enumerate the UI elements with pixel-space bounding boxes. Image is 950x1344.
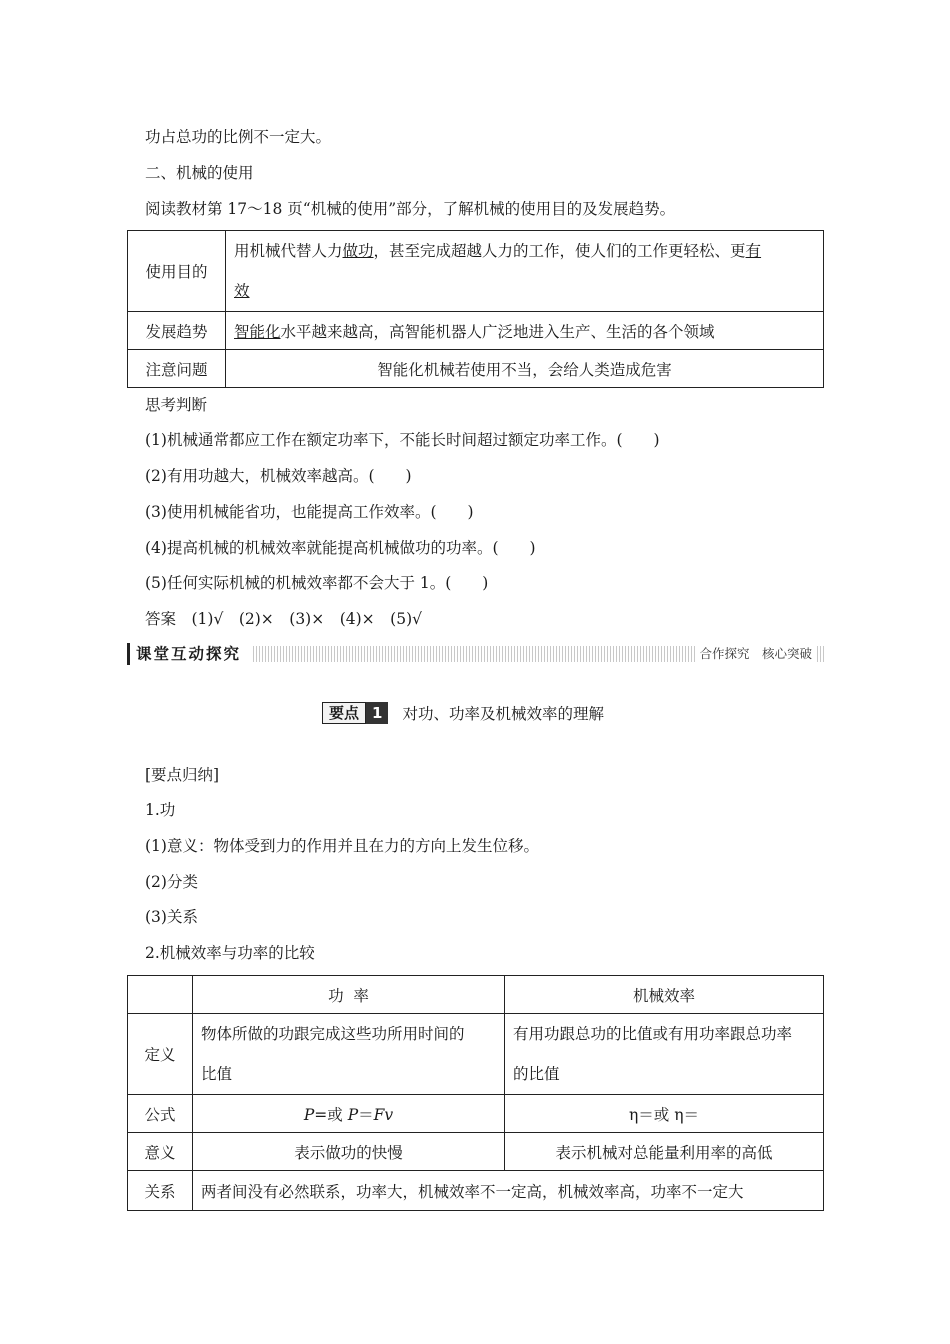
key-point-number: 1	[366, 702, 388, 724]
underlined-answer: 有	[745, 242, 762, 260]
table-row	[128, 1133, 824, 1171]
row-label: 使用目的	[128, 231, 226, 312]
table-row	[128, 1014, 824, 1095]
table-row	[128, 231, 824, 312]
judgement-item: (1)机械通常都应工作在额定功率下，不能长时间超过额定功率工作。( )	[145, 431, 660, 449]
table-header-row	[128, 976, 824, 1014]
header-cell: 功 率	[193, 976, 505, 1014]
header-cell	[128, 976, 193, 1014]
row-content: 智能化机械若使用不当，会给人类造成危害	[226, 350, 824, 388]
row-label: 意义	[128, 1133, 193, 1171]
underlined-answer: 智能化	[234, 322, 281, 341]
table-row	[128, 1095, 824, 1133]
work-item: (2)分类	[145, 873, 198, 891]
cell-relation: 两者间没有必然联系，功率大，机械效率不一定高，机械效率高，功率不一定大	[193, 1171, 824, 1211]
reading-instruction: 阅读教材第 17～18 页“机械的使用”部分，了解机械的使用目的及发展趋势。	[145, 200, 676, 218]
underlined-answer: 效	[234, 282, 250, 300]
cell-efficiency-formula: η＝或 η＝	[505, 1095, 824, 1133]
banner-title: 课堂互动探究	[127, 643, 241, 665]
header-cell: 机械效率	[505, 976, 824, 1014]
cell-efficiency-definition: 有用功跟总功的比值或有用功率跟总功率 的比值	[505, 1014, 824, 1095]
judgement-item: (4)提高机械的机械效率就能提高机械做功的功率。( )	[145, 539, 536, 557]
cell-power-meaning: 表示做功的快慢	[193, 1133, 505, 1171]
think-heading: 思考判断	[145, 396, 208, 414]
work-heading: 1.功	[145, 801, 176, 819]
row-label: 关系	[128, 1171, 193, 1211]
row-label: 注意问题	[128, 350, 226, 388]
machine-use-table	[127, 230, 824, 388]
row-label: 发展趋势	[128, 312, 226, 350]
table-row	[128, 312, 824, 350]
cell-power-definition: 物体所做的功跟完成这些功所用时间的 比值	[193, 1014, 505, 1095]
continuation-text: 功占总功的比例不一定大。	[145, 128, 332, 146]
row-content: 用机械代替人力做功，甚至完成超越人力的工作，使人们的工作更轻松、更有 效	[226, 231, 824, 312]
key-point-header	[322, 702, 604, 724]
compare-heading: 2.机械效率与功率的比较	[145, 944, 315, 962]
cell-efficiency-meaning: 表示机械对总能量利用率的高低	[505, 1133, 824, 1171]
judgement-item: (2)有用功越大，机械效率越高。( )	[145, 467, 412, 485]
work-item: (3)关系	[145, 908, 198, 926]
row-label: 定义	[128, 1014, 193, 1095]
table-row	[128, 1171, 824, 1211]
work-item: (1)意义：物体受到力的作用并且在力的方向上发生位移。	[145, 837, 539, 855]
banner-subtitle: 合作探究 核心突破	[695, 643, 816, 665]
cell-power-formula: P=或 P＝Fv	[193, 1095, 505, 1133]
summary-heading: [要点归纳]	[145, 766, 220, 784]
key-point-title: 对功、功率及机械效率的理解	[402, 705, 604, 723]
table-row	[128, 350, 824, 388]
judgement-item: (5)任何实际机械的机械效率都不会大于 1。( )	[145, 574, 489, 592]
judgement-item: (3)使用机械能省功，也能提高工作效率。( )	[145, 503, 474, 521]
key-point-label: 要点	[322, 702, 366, 724]
answer-line: 答案 (1)√ (2)× (3)× (4)× (5)√	[145, 610, 422, 628]
underlined-answer: 做功	[342, 242, 374, 260]
comparison-table	[127, 975, 824, 1211]
row-content: 智能化水平越来越高，高智能机器人广泛地进入生产、生活的各个领域	[226, 312, 824, 350]
section-banner	[127, 643, 824, 665]
section-heading: 二、机械的使用	[145, 164, 254, 182]
row-label: 公式	[128, 1095, 193, 1133]
